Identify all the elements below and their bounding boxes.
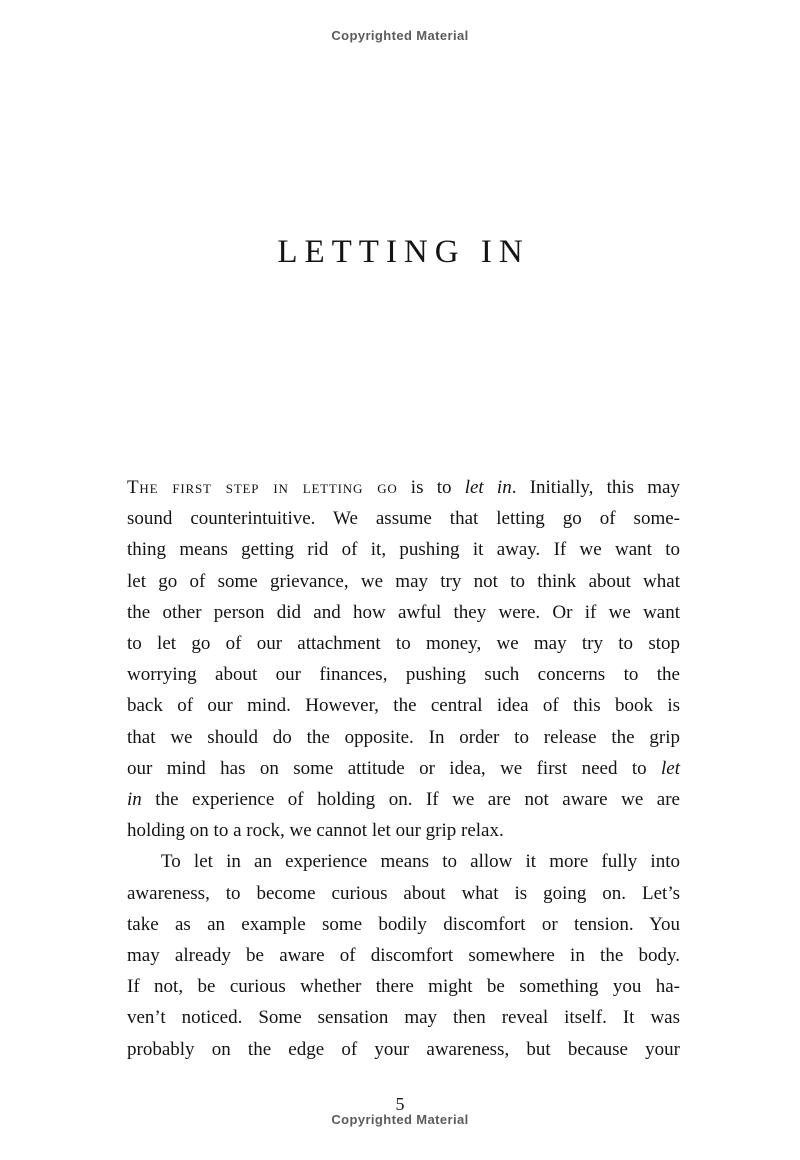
body-text-segment: our mind has on some attitude or idea, we first need to [127, 757, 661, 779]
text-line [127, 534, 680, 565]
text-line [127, 971, 680, 1002]
text-line [127, 1002, 680, 1033]
text-line [127, 722, 680, 753]
body-text-segment: take as an example some bodily discomfort or tension. You [127, 913, 680, 935]
body-text-segment: holding on to a rock, we cannot let our grip relax. [127, 820, 504, 842]
body-text-segment: may already be aware of discomfort somewhere in the body. [127, 945, 680, 967]
text-line [127, 784, 680, 815]
body-text-segment: ven’t noticed. Some sensation may then reveal itself. It was [127, 1007, 680, 1029]
copyright-notice-top: Copyrighted Material [331, 28, 469, 43]
text-line [127, 628, 680, 659]
text-line [127, 690, 680, 721]
text-line [127, 940, 680, 971]
copyright-notice-bottom: Copyrighted Material [331, 1112, 469, 1127]
text-line [127, 909, 680, 940]
body-text-segment: is to [397, 477, 465, 498]
small-caps-text: The first step in letting go [127, 477, 398, 498]
text-line [127, 753, 680, 784]
body-text-segment: If not, be curious whether there might be something you ha- [127, 976, 680, 998]
body-text-segment: thing means getting rid of it, pushing it away. If we want to [127, 539, 680, 561]
text-line [127, 472, 680, 503]
text-line [127, 846, 680, 877]
body-text-segment: let go of some grievance, we may try not to think about what [127, 570, 680, 592]
body-text-segment: the experience of holding on. If we are not aware we are [141, 789, 680, 811]
body-text-segment: the other person did and how awful they were. Or if we want [127, 601, 680, 623]
page-number: 5 [395, 1094, 405, 1114]
body-text-segment: that we should do the opposite. In order to release the grip [127, 726, 680, 748]
body-text-segment: probably on the edge of your awareness, but because your [127, 1038, 680, 1060]
text-line [127, 597, 680, 628]
text-line [127, 1034, 680, 1065]
text-line [127, 659, 680, 690]
body-text-segment: . Initially, this may [511, 477, 680, 498]
text-line [127, 566, 680, 597]
text-line [127, 815, 680, 846]
text-line [127, 878, 680, 909]
body-text-segment: worrying about our finances, pushing such concerns to the [127, 664, 680, 686]
italic-text: in [127, 789, 142, 811]
chapter-title: LETTING IN [277, 234, 530, 270]
body-text-segment: sound counterintuitive. We assume that letting go of some- [127, 508, 680, 530]
italic-text: let in [464, 477, 512, 498]
body-text-segment: awareness, to become curious about what is going on. Let’s [127, 882, 680, 904]
body-text-segment: To let in an experience means to allow it more fully into [161, 851, 680, 873]
body-text-segment: back of our mind. However, the central idea of this book is [127, 695, 680, 717]
body-text [127, 472, 680, 1065]
body-text-segment: to let go of our attachment to money, we may try to stop [127, 633, 680, 655]
italic-text: let [661, 757, 680, 779]
text-line [127, 503, 680, 534]
